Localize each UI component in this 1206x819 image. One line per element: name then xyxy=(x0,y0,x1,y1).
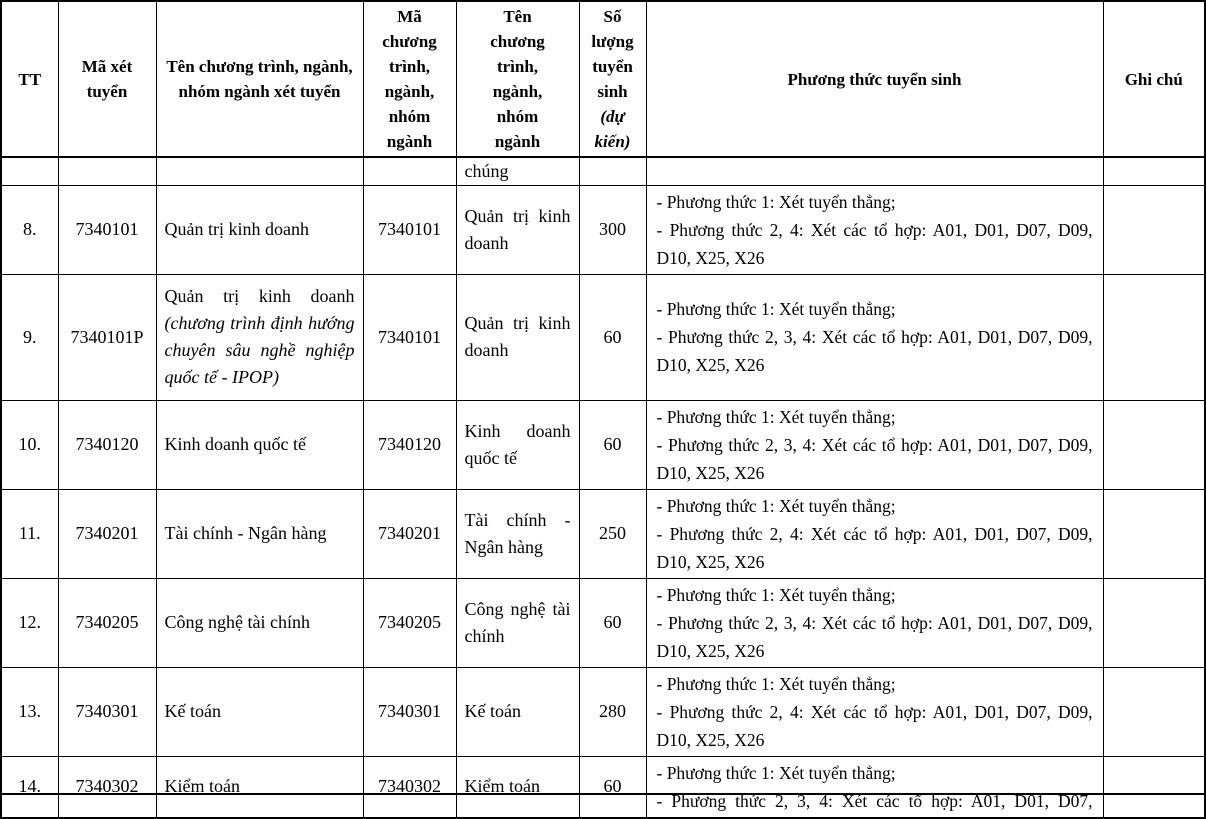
cell-tt xyxy=(1,157,58,185)
cell-major-code: 7340120 xyxy=(363,400,456,489)
cell-program-name: Quản trị kinh doanh (chương trình định hướng chuyên sâu nghề nghiệp quốc tế - IPOP) xyxy=(156,274,363,400)
cell-quota: 280 xyxy=(579,667,646,756)
header-major-name: Tên chương trình, ngành, nhóm ngành xyxy=(456,1,579,157)
cell-admission-code: 7340201 xyxy=(58,489,156,578)
cell-quota: 60 xyxy=(579,578,646,667)
header-admission-methods: Phương thức tuyển sinh xyxy=(646,1,1103,157)
cell-notes xyxy=(1103,400,1205,489)
cell-program-name xyxy=(156,157,363,185)
header-admission-code: Mã xét tuyển xyxy=(58,1,156,157)
cell-major-name: Tài chính - Ngân hàng xyxy=(456,489,579,578)
cell-admission-methods: - Phương thức 1: Xét tuyển thẳng; - Phương thức 2, 3, 4: Xét các tổ hợp: A01, D01, D07, D09, D10, X25, X26 xyxy=(646,400,1103,489)
table-row xyxy=(1,274,1205,400)
table-row xyxy=(1,578,1205,667)
cell-admission-methods xyxy=(646,157,1103,185)
cell-major-name: Công nghệ tài chính xyxy=(456,578,579,667)
cell-admission-code: 7340101P xyxy=(58,274,156,400)
cell-major-name: Kế toán xyxy=(456,667,579,756)
cell-admission-methods: - Phương thức 1: Xét tuyển thẳng; - Phương thức 2, 3, 4: Xét các tổ hợp: A01, D01, D07, xyxy=(646,756,1103,818)
cell-program-name: Kiểm toán xyxy=(156,756,363,818)
cell-admission-code: 7340205 xyxy=(58,578,156,667)
cell-major-code: 7340302 xyxy=(363,756,456,818)
cell-tt: 8. xyxy=(1,185,58,274)
cell-major-name: chúng xyxy=(456,157,579,185)
cell-major-code: 7340101 xyxy=(363,274,456,400)
header-program-name: Tên chương trình, ngành, nhóm ngành xét tuyển xyxy=(156,1,363,157)
cell-tt: 10. xyxy=(1,400,58,489)
cell-major-code: 7340301 xyxy=(363,667,456,756)
header-row xyxy=(1,1,1205,157)
cell-tt: 9. xyxy=(1,274,58,400)
cell-quota xyxy=(579,157,646,185)
table-row xyxy=(1,667,1205,756)
table-row xyxy=(1,185,1205,274)
table-row xyxy=(1,756,1205,818)
cell-admission-methods: - Phương thức 1: Xét tuyển thẳng; - Phương thức 2, 4: Xét các tổ hợp: A01, D01, D07, D09, D10, X25, X26 xyxy=(646,489,1103,578)
header-major-code: Mã chương trình, ngành, nhóm ngành xyxy=(363,1,456,157)
cell-admission-methods: - Phương thức 1: Xét tuyển thẳng; - Phương thức 2, 3, 4: Xét các tổ hợp: A01, D01, D07, D09, D10, X25, X26 xyxy=(646,274,1103,400)
cell-notes xyxy=(1103,157,1205,185)
cell-program-name: Công nghệ tài chính xyxy=(156,578,363,667)
cell-major-code: 7340201 xyxy=(363,489,456,578)
cell-major-name: Kinh doanh quốc tế xyxy=(456,400,579,489)
cell-major-code: 7340205 xyxy=(363,578,456,667)
cell-admission-code: 7340301 xyxy=(58,667,156,756)
cell-admission-code xyxy=(58,157,156,185)
table-row-partial xyxy=(1,157,1205,185)
cell-admission-methods: - Phương thức 1: Xét tuyển thẳng; - Phương thức 2, 4: Xét các tổ hợp: A01, D01, D07, D09, D10, X25, X26 xyxy=(646,667,1103,756)
cell-quota: 250 xyxy=(579,489,646,578)
cell-major-name: Quản trị kinh doanh xyxy=(456,185,579,274)
cell-tt: 14. xyxy=(1,756,58,818)
cell-quota: 60 xyxy=(579,756,646,818)
cell-notes xyxy=(1103,756,1205,818)
cell-notes xyxy=(1103,185,1205,274)
header-quota: Số lượng tuyển sinh (dự kiến) xyxy=(579,1,646,157)
cell-program-name: Kinh doanh quốc tế xyxy=(156,400,363,489)
cell-quota: 60 xyxy=(579,274,646,400)
cell-notes xyxy=(1103,489,1205,578)
table-row xyxy=(1,489,1205,578)
cell-notes xyxy=(1103,667,1205,756)
cell-quota: 60 xyxy=(579,400,646,489)
cell-tt: 12. xyxy=(1,578,58,667)
table-row xyxy=(1,400,1205,489)
cell-quota: 300 xyxy=(579,185,646,274)
cell-major-name: Kiểm toán xyxy=(456,756,579,818)
cell-major-name: Quản trị kinh doanh xyxy=(456,274,579,400)
cell-notes xyxy=(1103,578,1205,667)
cell-program-name: Kế toán xyxy=(156,667,363,756)
cell-admission-code: 7340120 xyxy=(58,400,156,489)
header-notes: Ghi chú xyxy=(1103,1,1205,157)
header-tt: TT xyxy=(1,1,58,157)
cell-tt: 11. xyxy=(1,489,58,578)
cell-tt: 13. xyxy=(1,667,58,756)
cell-admission-code: 7340302 xyxy=(58,756,156,818)
cell-admission-methods: - Phương thức 1: Xét tuyển thẳng; - Phương thức 2, 4: Xét các tổ hợp: A01, D01, D07, D09, D10, X25, X26 xyxy=(646,185,1103,274)
cell-notes xyxy=(1103,274,1205,400)
cell-major-code xyxy=(363,157,456,185)
cell-program-name: Quản trị kinh doanh xyxy=(156,185,363,274)
cell-major-code: 7340101 xyxy=(363,185,456,274)
cell-program-name: Tài chính - Ngân hàng xyxy=(156,489,363,578)
cell-admission-methods: - Phương thức 1: Xét tuyển thẳng; - Phương thức 2, 3, 4: Xét các tổ hợp: A01, D01, D07, D09, D10, X25, X26 xyxy=(646,578,1103,667)
cell-admission-code: 7340101 xyxy=(58,185,156,274)
